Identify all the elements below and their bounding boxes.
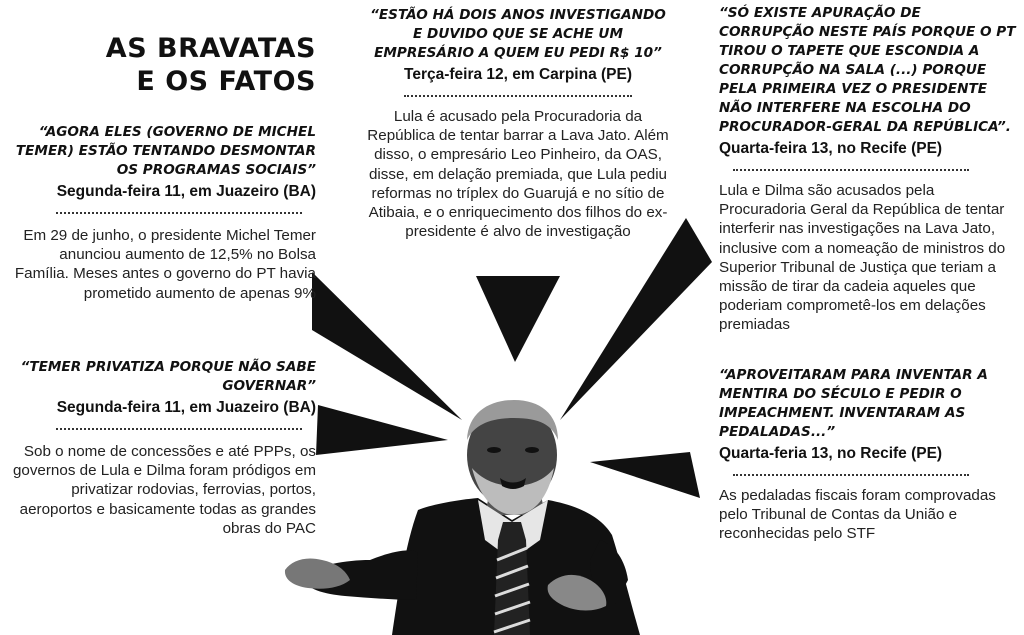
speech-ray-right1 (560, 218, 712, 420)
headline-line-1: AS BRAVATAS (105, 33, 316, 64)
quote-dateline: Segunda-feira 11, em Juazeiro (BA) (56, 399, 316, 416)
quote-text: “SÓ EXISTE APURAÇÃO DE CORRUPÇÃO NESTE PAÍS PORQUE O PT TIROU O TAPETE QUE ESCONDIA A CORRUPÇÃO NA SALA (...) PORQUE PELA PRIMEIRA VEZ O PRESIDENTE NÃO INTERFERE NA ESCOLHA DO PROCURADOR-GERAL DA REPÚBLICA”. (719, 5, 1016, 135)
page-headline (98, 32, 316, 98)
quote-text: “ESTÃO HÁ DOIS ANOS INVESTIGANDO E DUVIDO QUE SE ACHE UM EMPRESÁRIO A QUEM EU PEDI R$ 10” (370, 7, 666, 61)
fact-text: Sob o nome de concessões e até PPPs, os governos de Lula e Dilma foram pródigos em privatizar rodovias, ferrovias, portos, aeroportos e basicamente todas as grandes obras do PAC (12, 443, 316, 537)
speech-ray-left1 (312, 272, 462, 420)
quote-dateline: Quarta-feira 13, no Recife (PE) (719, 140, 943, 157)
quote-block-left-1 (2, 123, 316, 303)
speech-ray-center (476, 276, 560, 362)
quote-text: “AGORA ELES (GOVERNO DE MICHEL TEMER) ESTÃO TENTANDO DESMONTAR OS PROGRAMAS SOCIAIS” (15, 124, 316, 178)
quote-text: “APROVEITARAM PARA INVENTAR A MENTIRA DO SÉCULO E PEDIR O IMPEACHMENT. INVENTARAM AS PEDALADAS...” (719, 367, 988, 440)
fact-text: Em 29 de junho, o presidente Michel Temer anunciou aumento de 12,5% no Bolsa Família. Meses antes o governo do PT havia prometido aumento de apenas 9% (14, 227, 316, 302)
dotted-divider (404, 95, 632, 97)
dotted-divider (56, 212, 302, 214)
dotted-divider (56, 428, 302, 430)
headline-line-2: E OS FATOS (136, 66, 316, 97)
speech-ray-left2 (316, 405, 448, 455)
quote-dateline: Segunda-feira 11, em Juazeiro (BA) (56, 183, 316, 200)
quote-block-left-2 (2, 358, 316, 538)
fact-text: As pedaladas fiscais foram comprovadas pelo Tribunal de Contas da União e reconhecidas pelo STF (719, 487, 996, 543)
fact-text: Lula é acusado pela Procuradoria da República de tentar barrar a Lava Jato. Além disso, o empresário Leo Pinheiro, da OAS, disse, em delação premiada, que Lula pediu reformas no tríplex do Guarujá e no sítio de Atibaia, e o enriquecimento dos filhos do ex-presidente é alvo de investigação (367, 108, 669, 241)
dotted-divider (733, 474, 969, 476)
fact-text: Lula e Dilma são acusados pela Procuradoria Geral da República de tentar interferir nas investigações na Lava Jato, inclusive com a nomeação de ministros do Superior Tribunal de Justiça que teriam a missão de tirar da cadeia aqueles que poderiam comprometê-los em delações premiadas (719, 182, 1006, 334)
quote-block-right-2 (719, 366, 1019, 544)
quote-dateline: Quarta-feria 13, no Recife (PE) (719, 445, 943, 462)
quote-block-center (364, 6, 672, 241)
quote-block-right-1 (719, 4, 1019, 335)
quote-text: “TEMER PRIVATIZA PORQUE NÃO SABE GOVERNAR” (20, 359, 316, 394)
quote-dateline: Terça-feira 12, em Carpina (PE) (404, 66, 632, 83)
speech-ray-right2 (590, 452, 700, 498)
dotted-divider (733, 169, 969, 171)
